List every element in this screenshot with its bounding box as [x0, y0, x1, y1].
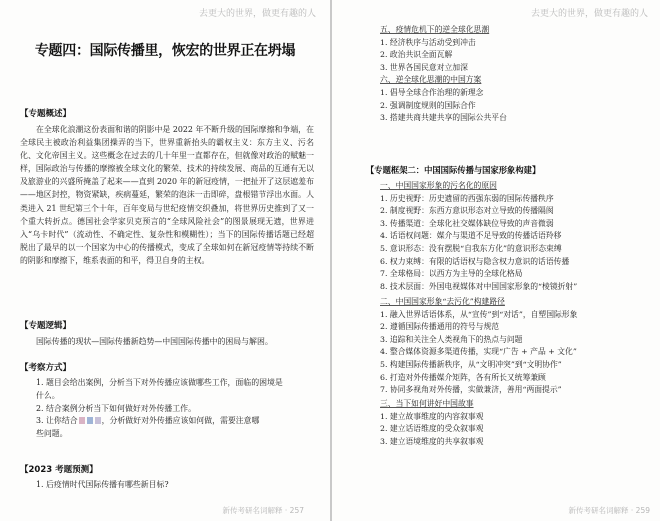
- list-item: 6. 权力束缚：有限的话语权与隐含权力意识的话语传播: [380, 256, 570, 266]
- prediction-section: [20, 464, 314, 492]
- list-item: 4. 整合媒体资源多渠道传播，实现“广告 + 产品 + 文化”: [380, 347, 577, 357]
- list-item: 3. 世界各国民意对立加深: [380, 62, 468, 72]
- page-number: 新传考研名词解释 · 259: [568, 506, 650, 515]
- section-heading: 五、疫情危机下的逆全球化思潮: [380, 25, 490, 34]
- list-item: 2. 强调制度规则的国际合作: [380, 100, 476, 110]
- exam-method-label: 【考察方式】: [20, 363, 72, 373]
- exam-item-3: 3. 让你结合 ，分析做好对外传播应该如何做，需要注意哪: [36, 416, 260, 426]
- running-header: 去更大的世界，做更有趣的人: [198, 9, 316, 19]
- running-header: 去更大的世界，做更有趣的人: [530, 9, 648, 19]
- stigmatization-causes: [380, 180, 654, 293]
- image-construction-paths: [380, 296, 654, 397]
- list-item: 1. 历史视野：历史遗留的西强东弱的国际传播秩序: [380, 193, 554, 203]
- list-item: 2. 遵循国际传播通用的符号与规范: [380, 322, 500, 332]
- list-item: 4. 话语权问题：媒介与渠道不足导致的传播话语羚移: [380, 231, 562, 241]
- list-item: 7. 全球格局：以西方为主导的全球化格局: [380, 269, 523, 279]
- section-heading: 二、中国国家形象“去污化”构建路径: [380, 297, 505, 306]
- chapter-title: 专题四：国际传播里，恢宏的世界正在坍塌: [34, 43, 296, 59]
- list-item: 3. 搭建共商共建共享的国际公共平台: [380, 113, 507, 123]
- prediction-item-1: 1. 后疫情时代国际传播有哪些新目标?: [36, 480, 169, 489]
- list-item: 3. 传播渠道：全球化社交媒体缺位导致的声音微弱: [380, 218, 554, 228]
- logic-label: 【专题逻辑】: [20, 321, 72, 331]
- logic-text: 国际传播的现状—国际传播新趋势—中国国际传播中的困局与解困。: [36, 337, 273, 346]
- exam-item-2: 2. 结合案例分析当下如何做好对外传播工作。: [36, 403, 196, 413]
- overview-section: [20, 108, 314, 267]
- list-item: 5. 意识形态：没有摆脱“自我东方化”的意识形态束缚: [380, 243, 562, 253]
- exam-item-1: 1. 题目会给出案例，分析当下对外传播应该做哪些工作，面临的困境是: [36, 378, 283, 387]
- exam-item-1-cont: 什么。: [36, 390, 60, 400]
- list-item: 2. 政治共识全面瓦解: [380, 50, 453, 60]
- redacted-mark: [95, 417, 101, 424]
- section-heading: 三、当下如何讲好中国故事: [380, 399, 474, 408]
- logic-section: [20, 320, 314, 348]
- list-item: 5. 构建国际传播新秩序，从“文明冲突”到“文明协作”: [380, 359, 562, 369]
- overview-label: 【专题概述】: [20, 109, 72, 119]
- section-heading: 六、逆全球化思潮的中国方案: [380, 75, 482, 85]
- redacted-mark: [87, 417, 93, 424]
- redacted-mark: [79, 417, 85, 424]
- exam-method-section: [20, 362, 314, 441]
- list-item: 1. 融入世界话语体系，从“宣传”到“对话”，自塑国际形象: [380, 309, 578, 319]
- right-page: [332, 0, 660, 521]
- list-item: 2. 建立话语维度的受众叙事观: [380, 424, 484, 434]
- list-item: 3. 追踪和关注全人类视角下的热点与问题: [380, 334, 523, 344]
- china-story-section: [380, 398, 654, 448]
- framework-title: 【专题框架二：中国国际传播与国家形象构建】: [366, 165, 541, 175]
- list-item: 2. 制度视野：东西方意识形态对立导致的传播隔阂: [380, 206, 554, 216]
- list-item: 1. 经济秩序与活动受到冲击: [380, 37, 476, 47]
- list-item: 1. 倡导全球合作治理的新理念: [380, 87, 484, 97]
- section-heading: 一、中国国家形象的污名化的原因: [380, 181, 497, 190]
- list-item: 8. 技术层面：外国电视媒体对中国国家形象的“棱镜折射”: [380, 281, 578, 291]
- list-item: 6. 打造对外传播媒介矩阵，各有所长又统筹兼顾: [380, 372, 546, 382]
- overview-text: 在全球化浪潮这份表面和谐的阴影中是 2022 年不断升级的国际摩擦和争端，在全球民主被政治利益集团操弄的当下，世界重新抬头的霸权主义：东方主义、污名化、文化帝国主义。这些概念在过去的几十年里一直都存在，但就像对政治的赋魅一样，国际政治与传播的摩擦被全球文化的繁荣、技术的持续发展、商品的互通有无以及旅游业的兴盛所掩盖了起来——直到 2020 年的新冠疫情，一把扯开了这层遮羞布——地区封控，物资紧缺，疾病蔓延，繁荣的泡沫一击即碎，盘根错节浮出水面。人类进入 21 世纪第三个十年，百年变局与世纪疫情交织叠加，将世界历史推到了又一个重大转折点。德国社会学家贝克预言的“全球风险社会”的图景展现无遗，世界进入“乌卡时代”（流动性、不确定性、复杂性和模糊性）；当下的国际传播话题已经超脱出了最早的以一个国家为中心的传播模式，变成了全球如何在新冠疫情等持续不断的阴影和摩擦下，维系表面的和平，得卫自身的主权。: [20, 125, 314, 265]
- anti-globalization-list: [380, 24, 654, 125]
- list-item: 7. 协同多视角对外传播，实做兼济，善用“两面提示”: [380, 385, 562, 395]
- exam-item-3-cont: 些问题。: [36, 429, 68, 439]
- prediction-label: 【2023 考题预测】: [20, 465, 98, 475]
- list-item: 1. 建立故事维度的内容叙事观: [380, 411, 484, 421]
- page-number: 新传考研名词解释 · 257: [222, 506, 304, 515]
- list-item: 3. 建立语境维度的共享叙事观: [380, 436, 484, 446]
